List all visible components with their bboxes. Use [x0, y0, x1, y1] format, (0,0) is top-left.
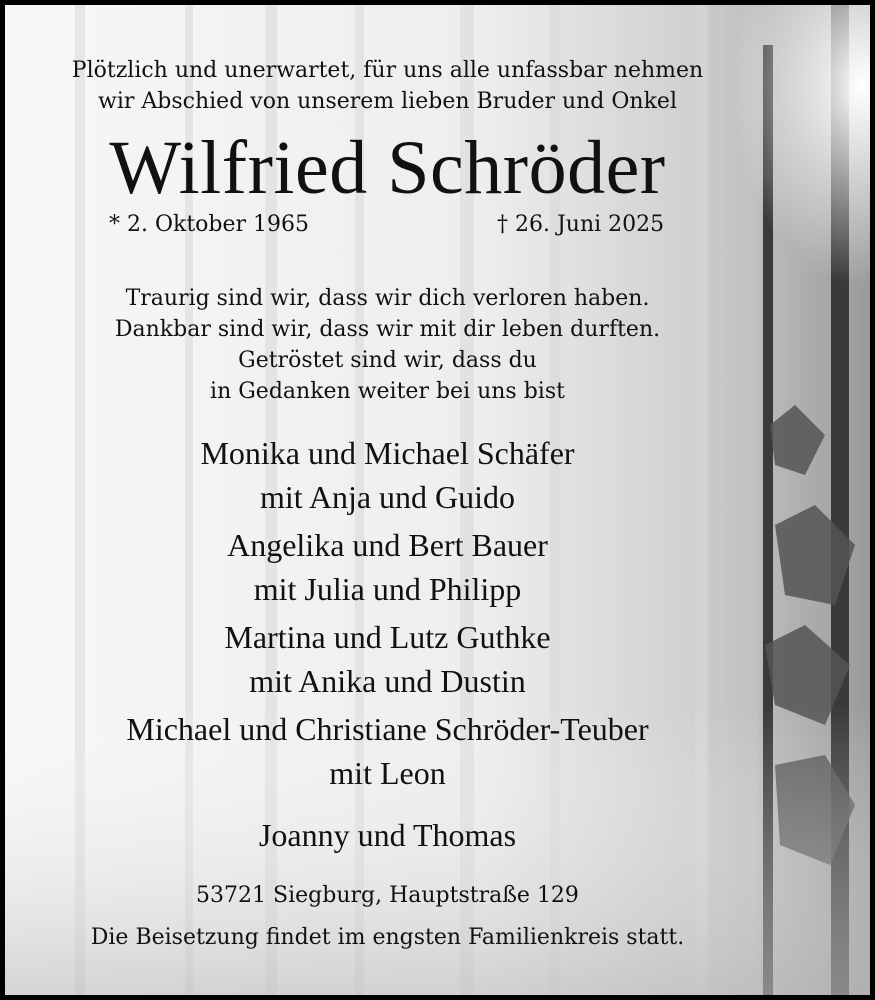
address: 53721 Siegburg, Hauptstraße 129 — [196, 883, 579, 908]
poem: Traurig sind wir, dass wir dich verloren haben. Dankbar sind wir, dass wir mit dir leben durften. Getröstet sind wir, dass du in Gedanken weiter bei uns bist — [114, 286, 661, 404]
mourner-family: Angelika und Bert Bauer mit Julia und Philipp — [227, 527, 548, 607]
intro-text: Plötzlich und unerwartet, für uns alle unfassbar nehmen wir Abschied von unserem lieben Bruder und Onkel — [71, 58, 704, 114]
notice-text — [5, 5, 770, 995]
birth-date: * 2. Oktober 1965 — [109, 212, 310, 237]
burial-note: Die Beisetzung findet im engsten Familienkreis statt. — [90, 925, 685, 950]
deceased-name: Wilfried Schröder — [109, 126, 666, 210]
mourner-family: Monika und Michael Schäfer mit Anja und Guido — [200, 435, 575, 515]
mourner-family: Michael und Christiane Schröder-Teuber mit Leon — [126, 711, 649, 791]
death-date: † 26. Juni 2025 — [497, 212, 665, 237]
mourner-family: Martina und Lutz Guthke mit Anika und Dustin — [224, 619, 551, 699]
mourner-family: Joanny und Thomas — [258, 817, 517, 853]
